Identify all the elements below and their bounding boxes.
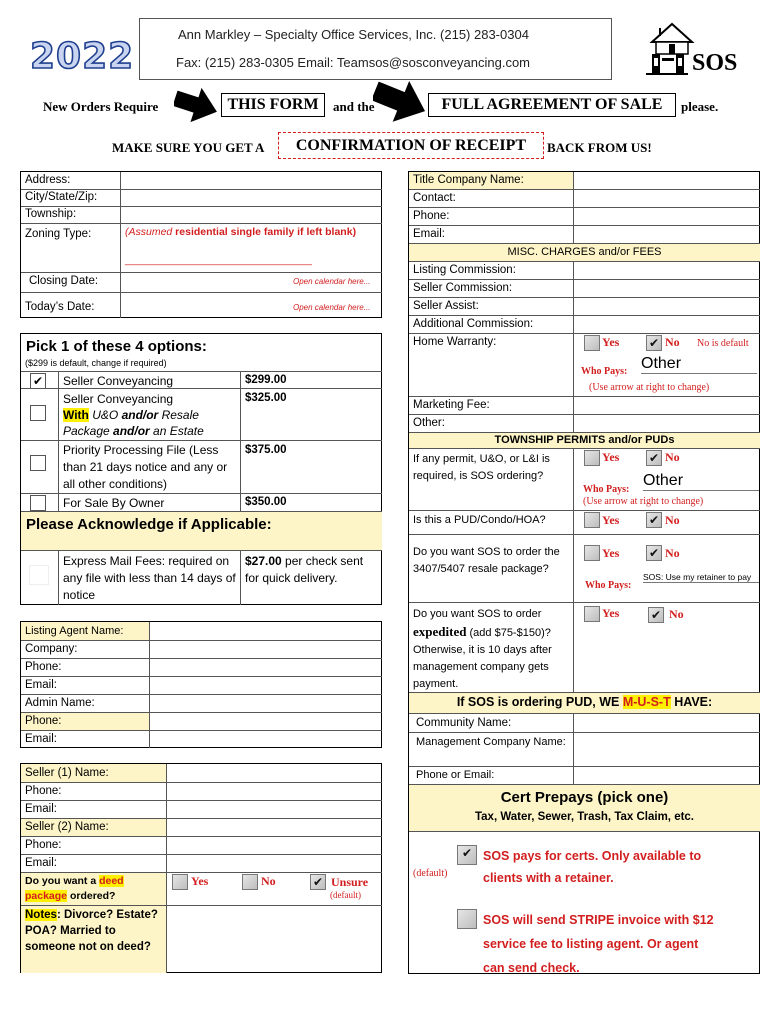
marketing-fee-label: Marketing Fee: <box>413 399 490 411</box>
notes-label: Notes: Divorce? Estate? POA? Married to someone not on deed? <box>25 909 158 953</box>
closing-date-label: Closing Date: <box>29 275 99 287</box>
option-fsbo-price: $350.00 <box>245 496 287 508</box>
resale-no-checkbox[interactable]: ✔ <box>646 545 662 561</box>
and-the-label: and the <box>333 99 375 114</box>
warranty-no-label: No <box>665 335 680 349</box>
zoning-input[interactable]: ________________________________ <box>125 254 312 266</box>
pud-yes-checkbox[interactable] <box>584 512 600 528</box>
cert-retainer-checkbox[interactable]: ✔ <box>457 845 477 865</box>
option-priority-price: $375.00 <box>245 444 287 456</box>
arrow-right-icon <box>174 85 220 125</box>
deed-default-note: (default) <box>330 890 361 900</box>
listing-agent-label: Listing Agent Name: <box>25 625 124 637</box>
management-company-label: Management Company Name: <box>416 736 566 748</box>
today-date-label: Today’s Date: <box>25 301 95 313</box>
warranty-use-arrow-note: (Use arrow at right to change) <box>589 382 710 393</box>
zoning-note: (Assumed residential single family if left blank) <box>125 226 357 238</box>
community-name-label: Community Name: <box>416 717 512 729</box>
warranty-default-note: No is default <box>697 338 749 349</box>
this-form-label: THIS FORM <box>221 93 325 117</box>
expedited-no-label: No <box>669 607 684 621</box>
orders-prefix: New Orders Require <box>43 99 159 114</box>
resale-no-label: No <box>665 546 680 560</box>
express-mail-checkbox[interactable] <box>29 565 49 585</box>
options-section <box>20 333 382 605</box>
cert-retainer-label: SOS pays for certs. Only available to clients with a retainer. <box>483 849 702 885</box>
resale-who-pays-label: Who Pays: <box>585 580 632 591</box>
cert-prepays-title: Cert Prepays (pick one) <box>500 789 669 806</box>
permit-yes-checkbox[interactable] <box>584 450 600 466</box>
title-phone-label: Phone: <box>413 210 450 222</box>
right-section <box>408 171 760 974</box>
seller-assist-label: Seller Assist: <box>413 300 479 312</box>
warranty-who-pays-select[interactable]: Other <box>641 355 757 374</box>
city-label: City/State/Zip: <box>25 191 98 203</box>
admin-email-label: Email: <box>25 733 57 745</box>
permit-use-arrow-note: (Use arrow at right to change) <box>583 496 704 507</box>
listing-commission-label: Listing Commission: <box>413 264 516 276</box>
agent-phone-label: Phone: <box>25 661 62 673</box>
property-section <box>20 171 382 318</box>
resale-yes-checkbox[interactable] <box>584 545 600 561</box>
other-fee-label: Other: <box>413 417 445 429</box>
permit-no-checkbox[interactable]: ✔ <box>646 450 662 466</box>
today-date-picker[interactable]: Open calendar here... <box>293 303 371 312</box>
title-contact-label: Contact: <box>413 192 456 204</box>
deed-yes-label: Yes <box>191 874 209 888</box>
closing-date-picker[interactable]: Open calendar here... <box>293 277 371 286</box>
option-conveyancing-uo-label: Seller Conveyancing With U&O and/or Resale Package and/or an Estate <box>63 392 204 438</box>
seller1-name-label: Seller (1) Name: <box>25 767 109 779</box>
additional-commission-label: Additional Commission: <box>413 318 534 330</box>
pud-no-label: No <box>665 513 680 527</box>
acknowledge-title: Please Acknowledge if Applicable: <box>26 516 272 533</box>
seller2-email-label: Email: <box>25 857 57 869</box>
misc-header: MISC. CHARGES and/or FEES <box>409 244 760 261</box>
contact-box <box>139 18 612 80</box>
zoning-label: Zoning Type: <box>25 228 92 240</box>
option-fsbo-checkbox[interactable] <box>30 495 46 511</box>
pud-phone-email-label: Phone or Email: <box>416 769 495 781</box>
permit-no-label: No <box>665 450 680 464</box>
option-conveyancing-uo-checkbox[interactable] <box>30 405 46 421</box>
pud-yes-label: Yes <box>602 513 620 527</box>
cert-stripe-checkbox[interactable] <box>457 909 477 929</box>
permit-who-pays-select[interactable]: Other <box>643 472 759 491</box>
cert-prepays-subtitle: Tax, Water, Sewer, Trash, Tax Claim, etc. <box>474 811 695 823</box>
permit-who-pays-label: Who Pays: <box>583 484 630 495</box>
seller2-name-label: Seller (2) Name: <box>25 821 109 833</box>
cert-stripe-label: SOS will send STRIPE invoice with $12 service fee to listing agent. Or agent can send check. <box>483 913 714 975</box>
deed-no-checkbox[interactable] <box>242 874 258 890</box>
express-mail-price: $27.00 per check sent for quick delivery. <box>245 554 364 585</box>
home-warranty-label: Home Warranty: <box>413 336 497 348</box>
admin-phone-label: Phone: <box>25 715 62 727</box>
deed-unsure-label: Unsure <box>331 875 369 889</box>
admin-name-label: Admin Name: <box>25 697 95 709</box>
express-mail-label: Express Mail Fees: required on any file with less than 14 days of notice <box>63 554 236 602</box>
warranty-yes-label: Yes <box>602 335 620 349</box>
option-conveyancing-label: Seller Conveyancing <box>63 374 174 388</box>
please-label: please. <box>681 99 719 114</box>
permit-yes-label: Yes <box>602 450 620 464</box>
resale-who-pays-select[interactable]: SOS: Use my retainer to pay <box>643 572 759 583</box>
seller1-phone-label: Phone: <box>25 785 62 797</box>
title-company-label: Title Company Name: <box>413 174 524 186</box>
deed-package-question: Do you want a deed package ordered? <box>25 875 124 902</box>
options-title: Pick 1 of these 4 options: <box>26 338 207 355</box>
sos-logo <box>646 18 752 78</box>
pud-question: Is this a PUD/Condo/HOA? <box>413 514 546 526</box>
address-label: Address: <box>25 174 71 186</box>
expedited-question: Do you want SOS to order expedited (add $75-$150)? Otherwise, it is 10 days after management company gets payment. <box>413 608 552 690</box>
resale-question: Do you want SOS to order the 3407/5407 resale package? <box>413 546 560 575</box>
agent-email-label: Email: <box>25 679 57 691</box>
contact-line-2: Fax: (215) 283-0305 Email: Teamsos@sosconveyancing.com <box>176 55 531 70</box>
options-subtitle: ($299 is default, change if required) <box>25 358 167 368</box>
confirm-suffix: BACK FROM US! <box>547 140 652 155</box>
title-email-label: Email: <box>413 228 445 240</box>
full-agreement-label: FULL AGREEMENT OF SALE <box>428 93 676 117</box>
warranty-no-checkbox[interactable]: ✔ <box>646 335 662 351</box>
option-conveyancing-price: $299.00 <box>245 374 287 386</box>
seller-commission-label: Seller Commission: <box>413 282 513 294</box>
deed-unsure-checkbox[interactable]: ✔ <box>310 874 326 890</box>
pud-no-checkbox[interactable]: ✔ <box>646 512 662 528</box>
option-conveyancing-uo-price: $325.00 <box>245 392 287 404</box>
arrow-right-icon <box>373 77 429 125</box>
expedited-yes-checkbox[interactable] <box>584 606 600 622</box>
expedited-no-checkbox[interactable]: ✔ <box>648 607 664 623</box>
warranty-who-pays-label: Who Pays: <box>581 366 628 377</box>
permit-question: If any permit, U&O, or L&I is required, is SOS ordering? <box>413 453 550 482</box>
seller-section <box>20 763 382 973</box>
logo-text: SOS <box>692 50 738 76</box>
year-title: 2022 <box>30 36 135 77</box>
option-priority-checkbox[interactable] <box>30 455 46 471</box>
township-label: Township: <box>25 208 77 220</box>
resale-yes-label: Yes <box>602 546 620 560</box>
deed-no-label: No <box>261 874 276 888</box>
confirmation-highlight: CONFIRMATION OF RECEIPT <box>278 132 544 159</box>
warranty-yes-checkbox[interactable] <box>584 335 600 351</box>
cert-default-note: (default) <box>413 868 448 879</box>
expedited-yes-label: Yes <box>602 606 620 620</box>
confirm-prefix: MAKE SURE YOU GET A <box>112 140 265 155</box>
seller1-email-label: Email: <box>25 803 57 815</box>
agent-company-label: Company: <box>25 643 78 655</box>
seller2-phone-label: Phone: <box>25 839 62 851</box>
pud-header: If SOS is ordering PUD, WE M-U-S-T HAVE: <box>409 693 760 713</box>
option-conveyancing-checkbox[interactable]: ✔ <box>30 373 46 389</box>
option-priority-label: Priority Processing File (Less than 21 days notice and any or all other conditions) <box>63 443 228 491</box>
township-header: TOWNSHIP PERMITS and/or PUDs <box>409 433 760 448</box>
deed-yes-checkbox[interactable] <box>172 874 188 890</box>
contact-line-1: Ann Markley – Specialty Office Services, Inc. (215) 283-0304 <box>178 27 529 42</box>
agent-section <box>20 621 382 748</box>
option-fsbo-label: For Sale By Owner <box>63 496 165 510</box>
